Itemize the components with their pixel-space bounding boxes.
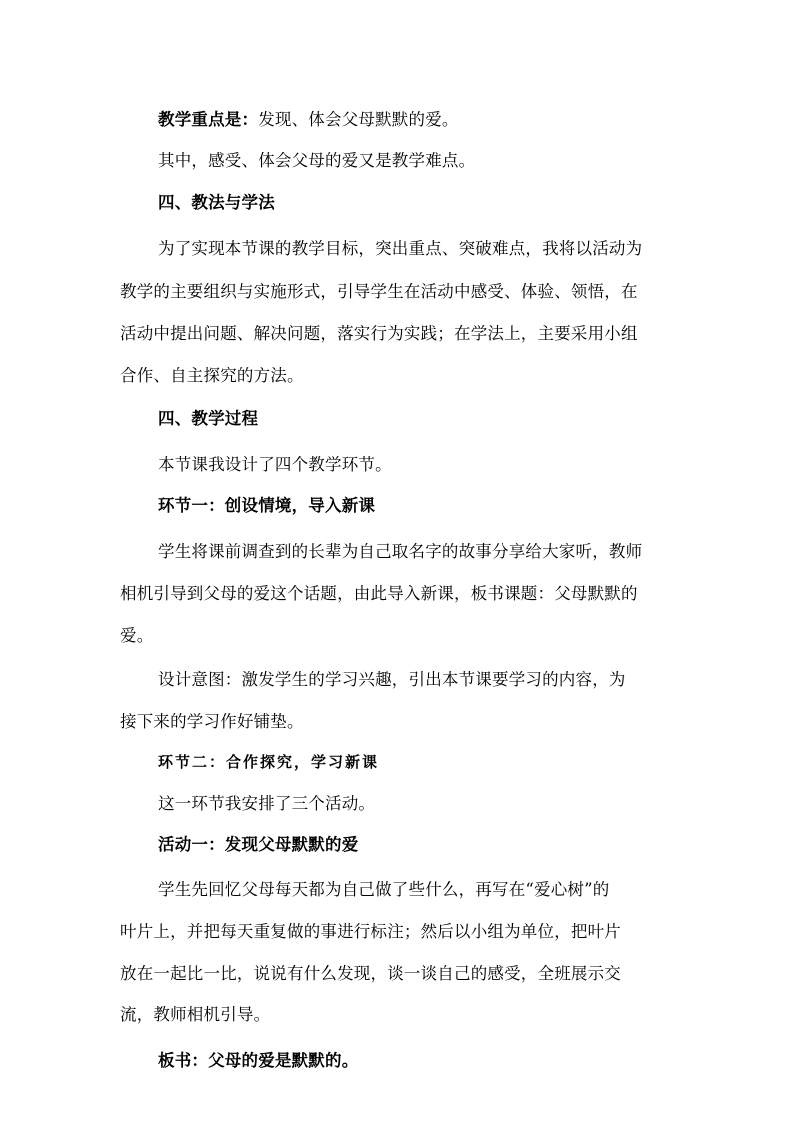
activity-one-line-2: 叶片上，并把每天重复做的事进行标注；然后以小组为单位，把叶片: [120, 922, 621, 941]
methods-line-1: 为了实现本节课的教学目标，突出重点、突破难点，我将以活动为: [158, 239, 643, 258]
difficulty-paragraph: 其中，感受、体会父母的爱又是教学难点。: [158, 151, 476, 170]
blackboard-note: 板书：父母的爱是默默的。: [158, 1051, 359, 1070]
step-one-line-1: 学生将课前调查到的长辈为自己取名字的故事分享给大家听，教师: [158, 542, 643, 561]
step-one-line-3: 爱。: [120, 626, 154, 645]
design-intent-line-2: 接下来的学习作好铺垫。: [120, 712, 304, 731]
process-intro: 本节课我设计了四个教学环节。: [158, 455, 392, 474]
step-one-line-2: 相机引导到父母的爱这个话题，由此导入新课，板书课题：父母默默的: [120, 584, 638, 603]
activity-one-heading: 活动一：发现父母默默的爱: [158, 835, 359, 854]
methods-line-2: 教学的主要组织与实施形式，引导学生在活动中感受、体验、领悟，在: [120, 282, 638, 301]
section-heading-methods: 四、教法与学法: [158, 193, 275, 212]
methods-line-4: 合作、自主探究的方法。: [120, 366, 304, 385]
key-point-paragraph: [158, 106, 459, 130]
section-heading-process: 四、教学过程: [158, 409, 259, 428]
activity-one-line-3: 放在一起比一比，说说有什么发现，谈一谈自己的感受，全班展示交: [120, 964, 621, 983]
activity-one-line-1: 学生先回忆父母每天都为自己做了些什么，再写在“爱心树”的: [158, 880, 610, 899]
step-two-intro: 这一环节我安排了三个活动。: [158, 794, 376, 813]
key-point-label: 教学重点是：: [158, 110, 259, 129]
design-intent-line-1: 设计意图：激发学生的学习兴趣，引出本节课要学习的内容，为: [158, 670, 626, 689]
methods-line-3: 活动中提出问题、解决问题，落实行为实践；在学法上，主要采用小组: [120, 324, 638, 343]
activity-one-line-4: 流，教师相机引导。: [120, 1005, 271, 1024]
step-two-heading: 环节二：合作探究，学习新课: [158, 753, 380, 771]
key-point-text: 发现、体会父母默默的爱。: [258, 110, 459, 129]
step-one-heading: 环节一：创设情境，导入新课: [158, 496, 376, 515]
